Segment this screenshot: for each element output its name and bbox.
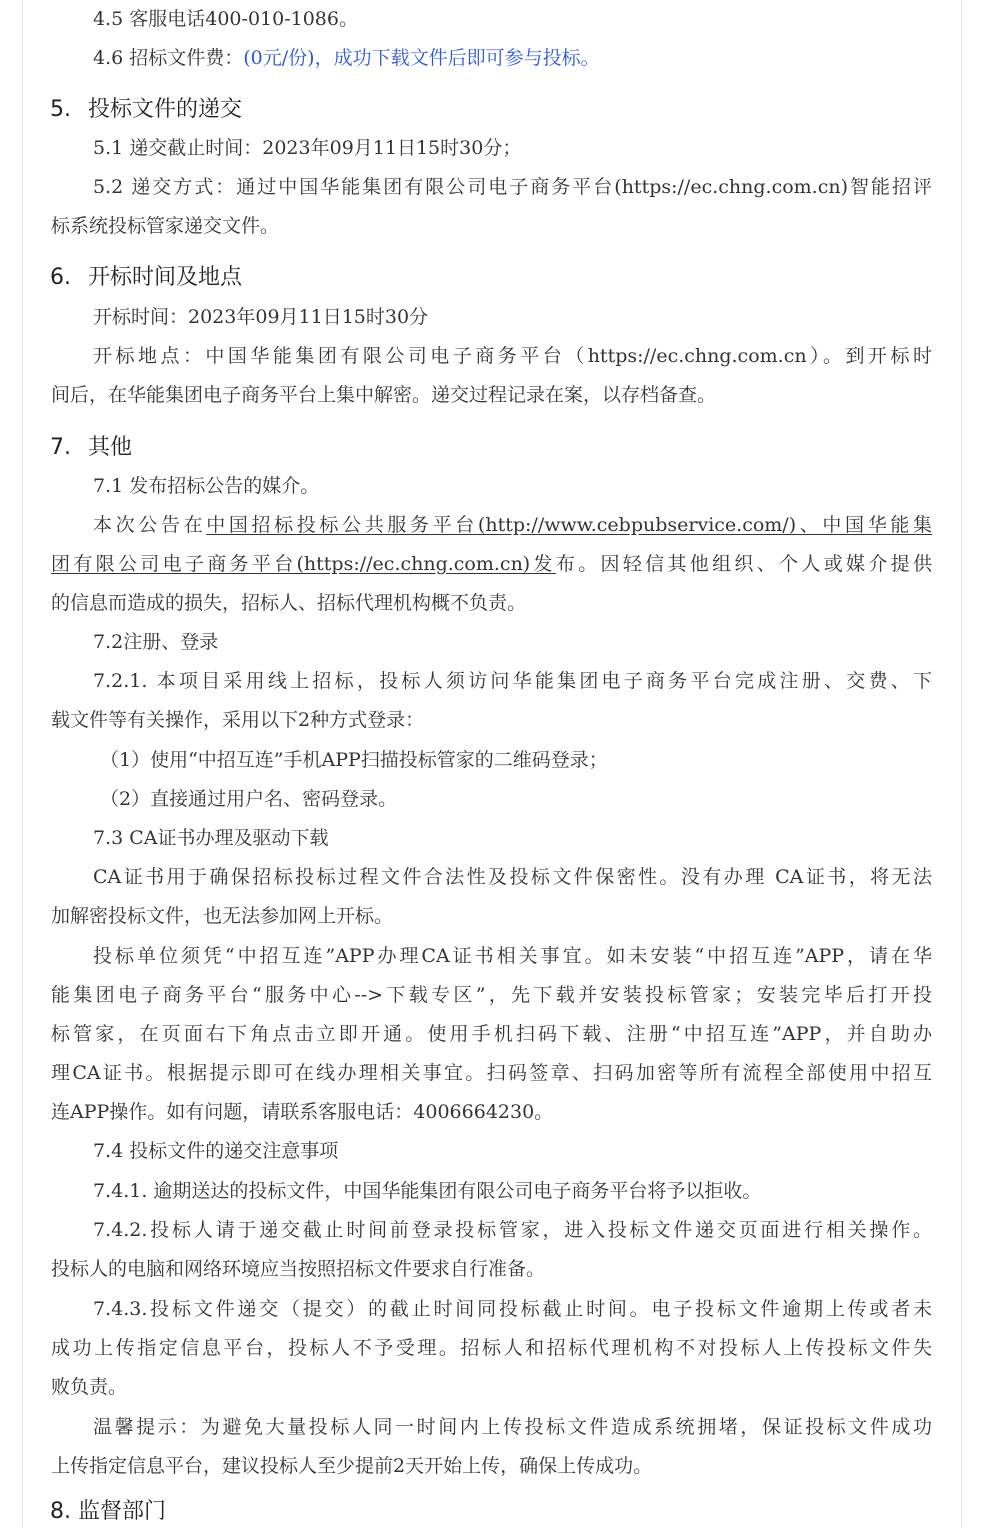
section-7-heading: 7. 其他 bbox=[50, 435, 133, 460]
section-5-heading: 5. 投标文件的递交 bbox=[50, 97, 243, 122]
ca-line-2: 加解密投标文件，也无法参加网上开标。 bbox=[51, 905, 394, 927]
app-line-1: 投标单位须凭“中招互连”APP办理CA证书相关事宜。如未安装“中招互连”APP，请在华 bbox=[93, 945, 932, 967]
service-phone-line: 4.5 客服电话400-010-1086。 bbox=[93, 8, 358, 30]
media-line-1: 本次公告在中国招标投标公共服务平台(http://www.cebpubservice.com/)、中国华能集 bbox=[93, 514, 932, 536]
notice-heading: 7.4 投标文件的递交注意事项 bbox=[93, 1140, 339, 1162]
notice-742-b: 投标人的电脑和网络环境应当按照招标文件要求自行准备。 bbox=[51, 1258, 546, 1280]
register-heading: 7.2注册、登录 bbox=[93, 631, 219, 653]
fee-label: 4.6 招标文件费： bbox=[93, 47, 244, 69]
submit-method-line: 5.2 递交方式：通过中国华能集团有限公司电子商务平台(https://ec.chng.com.cn)智能招评 bbox=[93, 176, 932, 198]
deadline-line: 5.1 递交截止时间：2023年09月11日15时30分； bbox=[93, 137, 522, 159]
register-line-2: 载文件等有关操作，采用以下2种方式登录： bbox=[51, 709, 425, 731]
opening-place: 开标地点：中国华能集团有限公司电子商务平台（https://ec.chng.com.cn）。到开标时 bbox=[93, 345, 932, 367]
opening-place-2: 间后，在华能集团电子商务平台上集中解密。递交过程记录在案，以存档备查。 bbox=[51, 384, 717, 406]
login-option-2: （2）直接通过用户名、密码登录。 bbox=[100, 788, 398, 810]
notice-741: 7.4.1. 逾期送达的投标文件，中国华能集团有限公司电子商务平台将予以拒收。 bbox=[93, 1180, 762, 1202]
app-line-3: 标管家，在页面右下角点击立即开通。使用手机扫码下载、注册“中招互连”APP，并自助办 bbox=[51, 1023, 932, 1045]
media-heading: 7.1 发布招标公告的媒介。 bbox=[93, 475, 320, 497]
opening-time: 开标时间：2023年09月11日15时30分 bbox=[93, 306, 429, 328]
notice-742-a: 7.4.2.投标人请于递交截止时间前登录投标管家，进入投标文件递交页面进行相关操作。 bbox=[93, 1219, 932, 1241]
app-line-5: 连APP操作。如有问题，请联系客服电话：4006664230。 bbox=[51, 1101, 554, 1123]
ca-heading: 7.3 CA证书办理及驱动下载 bbox=[93, 827, 329, 849]
media-line-2: 团有限公司电子商务平台(https://ec.chng.com.cn)发布。因轻信其他组织、个人或媒介提供 bbox=[51, 553, 932, 575]
media-line-3: 的信息而造成的损失，招标人、招标代理机构概不负责。 bbox=[51, 592, 527, 614]
notice-743-b: 成功上传指定信息平台，投标人不予受理。招标人和招标代理机构不对投标人上传投标文件失 bbox=[51, 1337, 932, 1359]
cebpub-link[interactable]: 中国招标投标公共服务平台(http://www.cebpubservice.com/)、中国华能集 bbox=[206, 514, 932, 536]
notice-743-a: 7.4.3.投标文件递交（提交）的截止时间同投标截止时间。电子投标文件逾期上传或者未 bbox=[93, 1298, 932, 1320]
notice-743-c: 败负责。 bbox=[51, 1376, 128, 1398]
section-8-heading: 8. 监督部门 bbox=[50, 1499, 166, 1524]
register-line-1: 7.2.1. 本项目采用线上招标，投标人须访问华能集团电子商务平台完成注册、交费、下 bbox=[93, 670, 932, 692]
fee-line bbox=[93, 46, 600, 70]
login-option-1: （1）使用“中招互连”手机APP扫描投标管家的二维码登录； bbox=[100, 749, 608, 771]
app-line-4: 理CA证书。根据提示即可在线办理相关事宜。扫码签章、扫码加密等所有流程全部使用中招互 bbox=[51, 1062, 932, 1084]
submit-method-line-2: 标系统投标管家递交文件。 bbox=[51, 215, 280, 237]
section-6-heading: 6. 开标时间及地点 bbox=[50, 265, 243, 290]
ca-line-1: CA证书用于确保招标投标过程文件合法性及投标文件保密性。没有办理 CA证书，将无法 bbox=[93, 866, 932, 888]
tip-line-1: 温馨提示：为避免大量投标人同一时间内上传投标文件造成系统拥堵，保证投标文件成功 bbox=[93, 1416, 932, 1438]
app-line-2: 能集团电子商务平台“服务中心-->下载专区”，先下载并安装投标管家；安装完毕后打开投 bbox=[51, 984, 932, 1006]
fee-value: (0元/份)，成功下载文件后即可参与投标。 bbox=[243, 47, 600, 69]
chng-link[interactable]: 团有限公司电子商务平台(https://ec.chng.com.cn)发 bbox=[51, 553, 556, 575]
tip-line-2: 上传指定信息平台，建议投标人至少提前2天开始上传，确保上传成功。 bbox=[51, 1455, 653, 1477]
